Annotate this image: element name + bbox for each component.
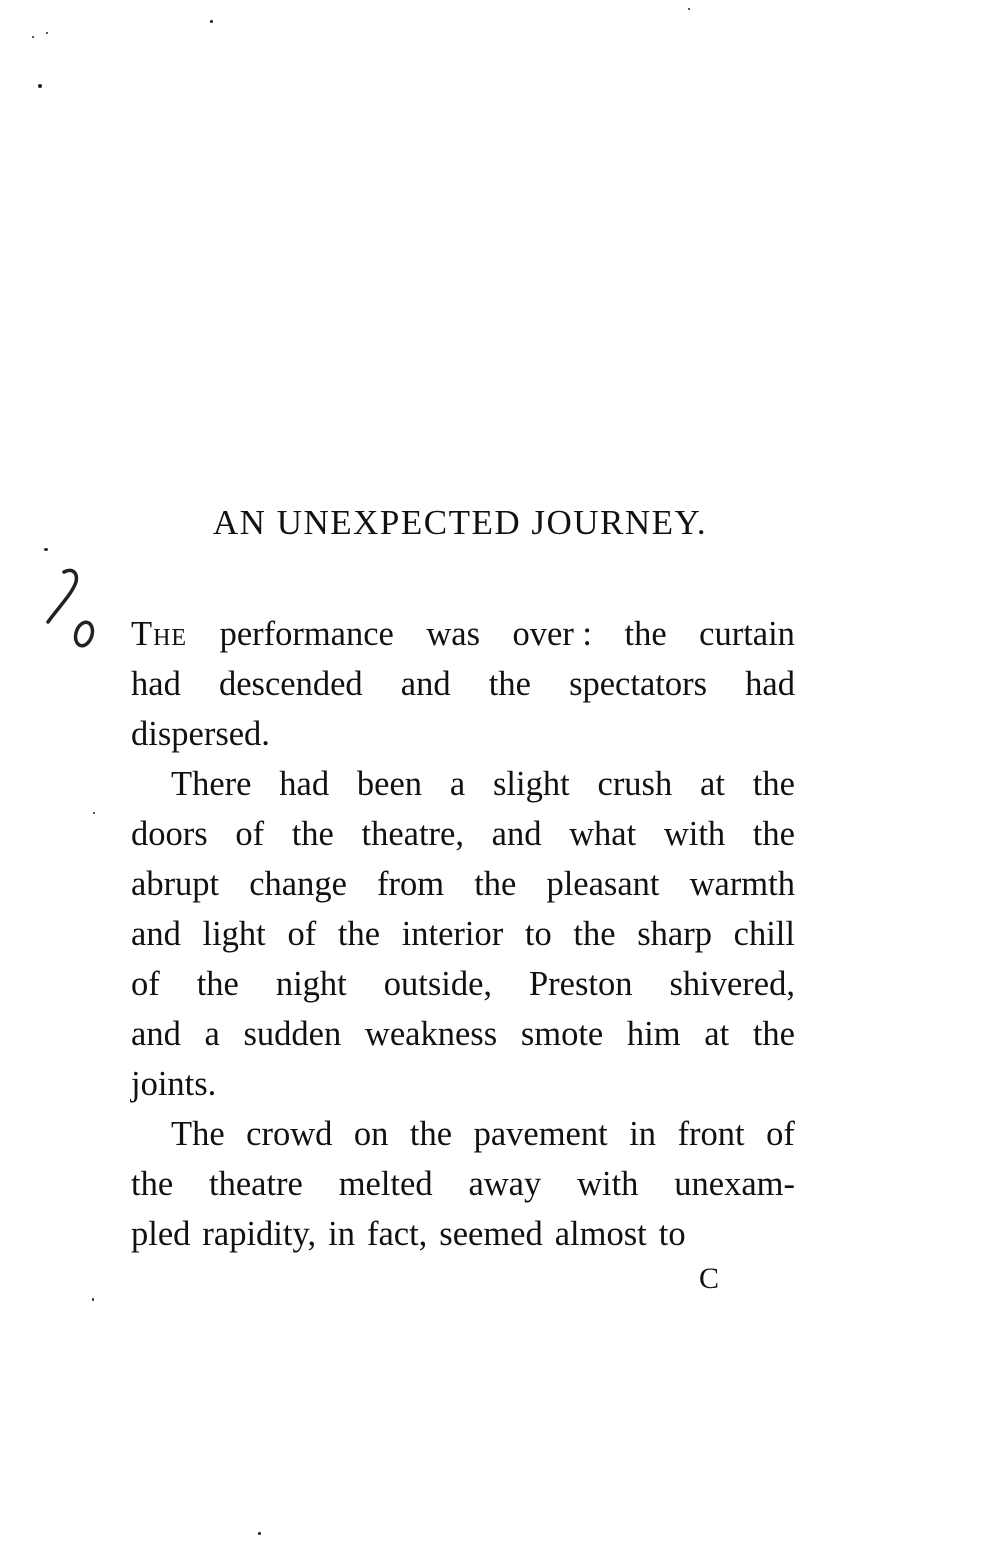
word: curtain (699, 615, 795, 653)
signature-mark: C (699, 1262, 720, 1295)
word: almost (554, 1215, 647, 1253)
word: seemed (439, 1215, 543, 1253)
word: theatre, (361, 815, 464, 853)
word: fact, (366, 1215, 428, 1253)
word: descended (218, 665, 363, 703)
word: on (353, 1115, 389, 1153)
word: was (426, 615, 481, 653)
text-line (131, 709, 795, 759)
word: slight (493, 765, 570, 803)
word: chill (733, 915, 795, 953)
word: from (377, 865, 445, 903)
word: There (171, 765, 252, 803)
word: sharp (637, 915, 712, 953)
paragraph (131, 759, 795, 1109)
word: weakness (364, 1015, 498, 1053)
word: of (235, 815, 265, 853)
word: away (468, 1165, 542, 1203)
paragraphs (131, 609, 795, 1259)
text-line (131, 609, 795, 659)
word: and (491, 815, 542, 853)
scan-speck (92, 1298, 94, 1301)
text-line (131, 859, 795, 909)
word: joints. (131, 1065, 217, 1103)
word: crush (597, 765, 673, 803)
word: him (626, 1015, 681, 1053)
scan-speck (210, 20, 213, 23)
chapter-title: AN UNEXPECTED JOURNEY. (212, 503, 708, 542)
word: interior (401, 915, 504, 953)
word: unexam- (674, 1165, 795, 1203)
text-line (131, 759, 795, 809)
scan-speck (258, 1532, 261, 1535)
word: the (752, 765, 795, 803)
word: pled (131, 1215, 191, 1253)
word: in (629, 1115, 657, 1153)
paragraph (131, 609, 795, 759)
word: and (131, 1015, 181, 1053)
word: of (131, 965, 160, 1003)
text-line (131, 1059, 795, 1109)
text-line (131, 809, 795, 859)
body-text (131, 609, 795, 1259)
word: performance (219, 615, 394, 653)
word: the (488, 665, 531, 703)
word: front (677, 1115, 745, 1153)
word: rapidity, (202, 1215, 317, 1253)
word: dispersed. (131, 715, 270, 753)
text-line (131, 959, 795, 1009)
scan-speck (44, 548, 48, 551)
word: a (204, 1015, 220, 1053)
handwritten-margin-note (38, 560, 108, 650)
word: shivered, (669, 965, 795, 1003)
word: what (569, 815, 637, 853)
word: had (745, 665, 795, 703)
word: pleasant (546, 865, 660, 903)
text-line (131, 1159, 795, 1209)
word: light (202, 915, 266, 953)
word: the (752, 1015, 795, 1053)
word: to (524, 915, 552, 953)
word: a (449, 765, 466, 803)
scan-speck (38, 84, 42, 88)
word: melted (338, 1165, 433, 1203)
scan-speck (46, 32, 48, 34)
word: the (474, 865, 517, 903)
text-line (131, 909, 795, 959)
scan-speck (688, 8, 690, 10)
word: over : (512, 615, 593, 653)
word: the (337, 915, 381, 953)
word: the (752, 815, 795, 853)
paragraph (131, 1109, 795, 1259)
word: had (131, 665, 181, 703)
word: the (131, 1165, 174, 1203)
word: with (663, 815, 726, 853)
word: the (291, 815, 334, 853)
text-line (131, 1209, 795, 1259)
word: Preston (529, 965, 633, 1003)
word: sudden (243, 1015, 342, 1053)
text-line (131, 659, 795, 709)
word: had (279, 765, 330, 803)
word: with (577, 1165, 639, 1203)
word: night (275, 965, 347, 1003)
scan-speck (32, 36, 34, 38)
word: change (249, 865, 347, 903)
word: the (573, 915, 616, 953)
word: warmth (689, 865, 795, 903)
word: spectators (569, 665, 708, 703)
word: in (328, 1215, 355, 1253)
word: at (704, 1015, 730, 1053)
word: crowd (246, 1115, 333, 1153)
word: of (287, 915, 317, 953)
word: and (131, 915, 181, 953)
word: pavement (473, 1115, 608, 1153)
text-line (131, 1109, 795, 1159)
word: theatre (209, 1165, 303, 1203)
scan-speck (93, 812, 95, 814)
word: at (700, 765, 725, 803)
word: the (409, 1115, 453, 1153)
text-line (131, 1009, 795, 1059)
word: been (356, 765, 423, 803)
word: to (658, 1215, 686, 1253)
word: doors (131, 815, 208, 853)
word: The (171, 1115, 225, 1153)
word: and (400, 665, 451, 703)
word: The (131, 615, 188, 653)
word: of (766, 1115, 795, 1153)
word: the (624, 615, 667, 653)
word: abrupt (131, 865, 220, 903)
word: outside, (383, 965, 493, 1003)
word: the (196, 965, 239, 1003)
word: smote (520, 1015, 604, 1053)
